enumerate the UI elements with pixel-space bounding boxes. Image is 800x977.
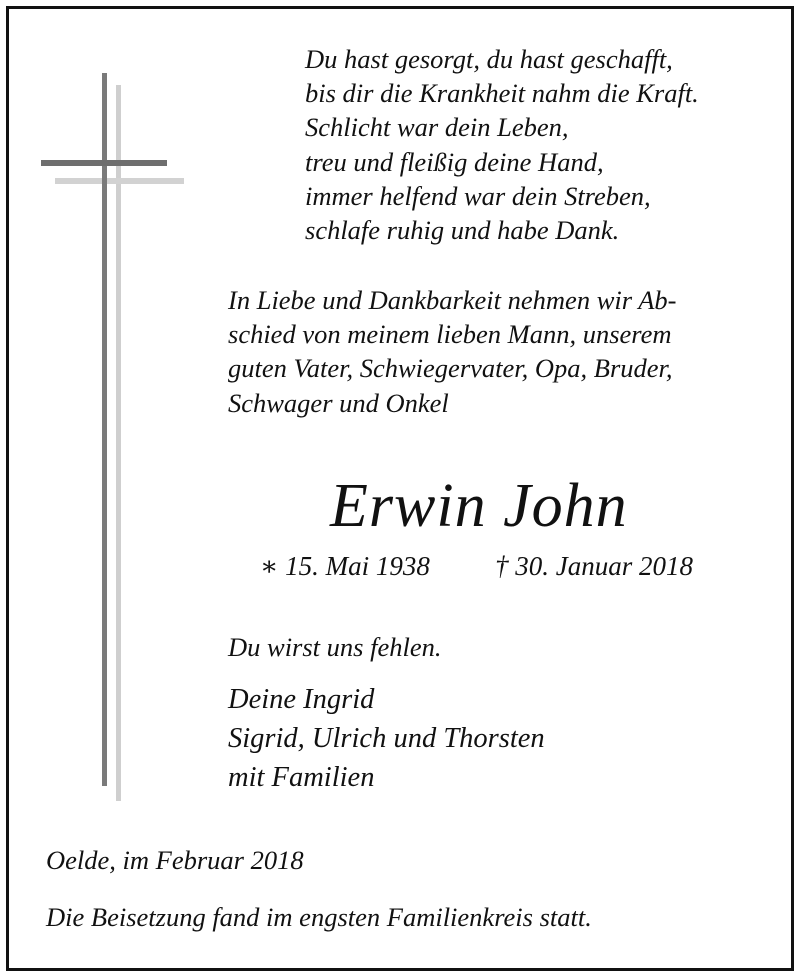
cross-vertical-bar bbox=[102, 73, 107, 786]
poem bbox=[305, 42, 699, 247]
poem-line: schlafe ruhig und habe Dank. bbox=[305, 215, 620, 246]
mourner-line: mit Familien bbox=[228, 762, 375, 793]
mourner-line: Sigrid, Ulrich und Thorsten bbox=[228, 723, 545, 754]
poem-line: bis dir die Krankheit nahm die Kraft. bbox=[305, 78, 699, 109]
poem-line: treu und fleißig deine Hand, bbox=[305, 146, 604, 177]
intro-line: guten Vater, Schwiegervater, Opa, Bruder, bbox=[228, 353, 673, 384]
cross-horizontal-bar bbox=[41, 160, 167, 166]
intro-line: Schwager und Onkel bbox=[228, 387, 449, 418]
poem-line: Du hast gesorgt, du hast geschafft, bbox=[305, 44, 673, 74]
cross-shadow-vertical bbox=[116, 85, 121, 801]
intro-line: In Liebe und Dankbarkeit nehmen wir Ab- bbox=[228, 285, 677, 315]
place-date: Oelde, im Februar 2018 bbox=[46, 845, 304, 875]
burial-note: Die Beisetzung fand im engsten Familienkreis statt. bbox=[46, 902, 592, 932]
deceased-name: Erwin John bbox=[330, 472, 628, 540]
cross-shadow-horizontal bbox=[55, 178, 184, 184]
closing-line: Du wirst uns fehlen. bbox=[228, 632, 442, 662]
farewell-intro bbox=[228, 283, 676, 420]
poem-line: Schlicht war dein Leben, bbox=[305, 112, 569, 143]
birth-date: ∗ 15. Mai 1938 bbox=[260, 551, 430, 581]
mourner-line: Deine Ingrid bbox=[228, 684, 375, 715]
mourners-list bbox=[228, 680, 545, 797]
poem-line: immer helfend war dein Streben, bbox=[305, 180, 651, 211]
intro-line: schied von meinem lieben Mann, unserem bbox=[228, 319, 672, 350]
death-date: † 30. Januar 2018 bbox=[495, 551, 693, 581]
